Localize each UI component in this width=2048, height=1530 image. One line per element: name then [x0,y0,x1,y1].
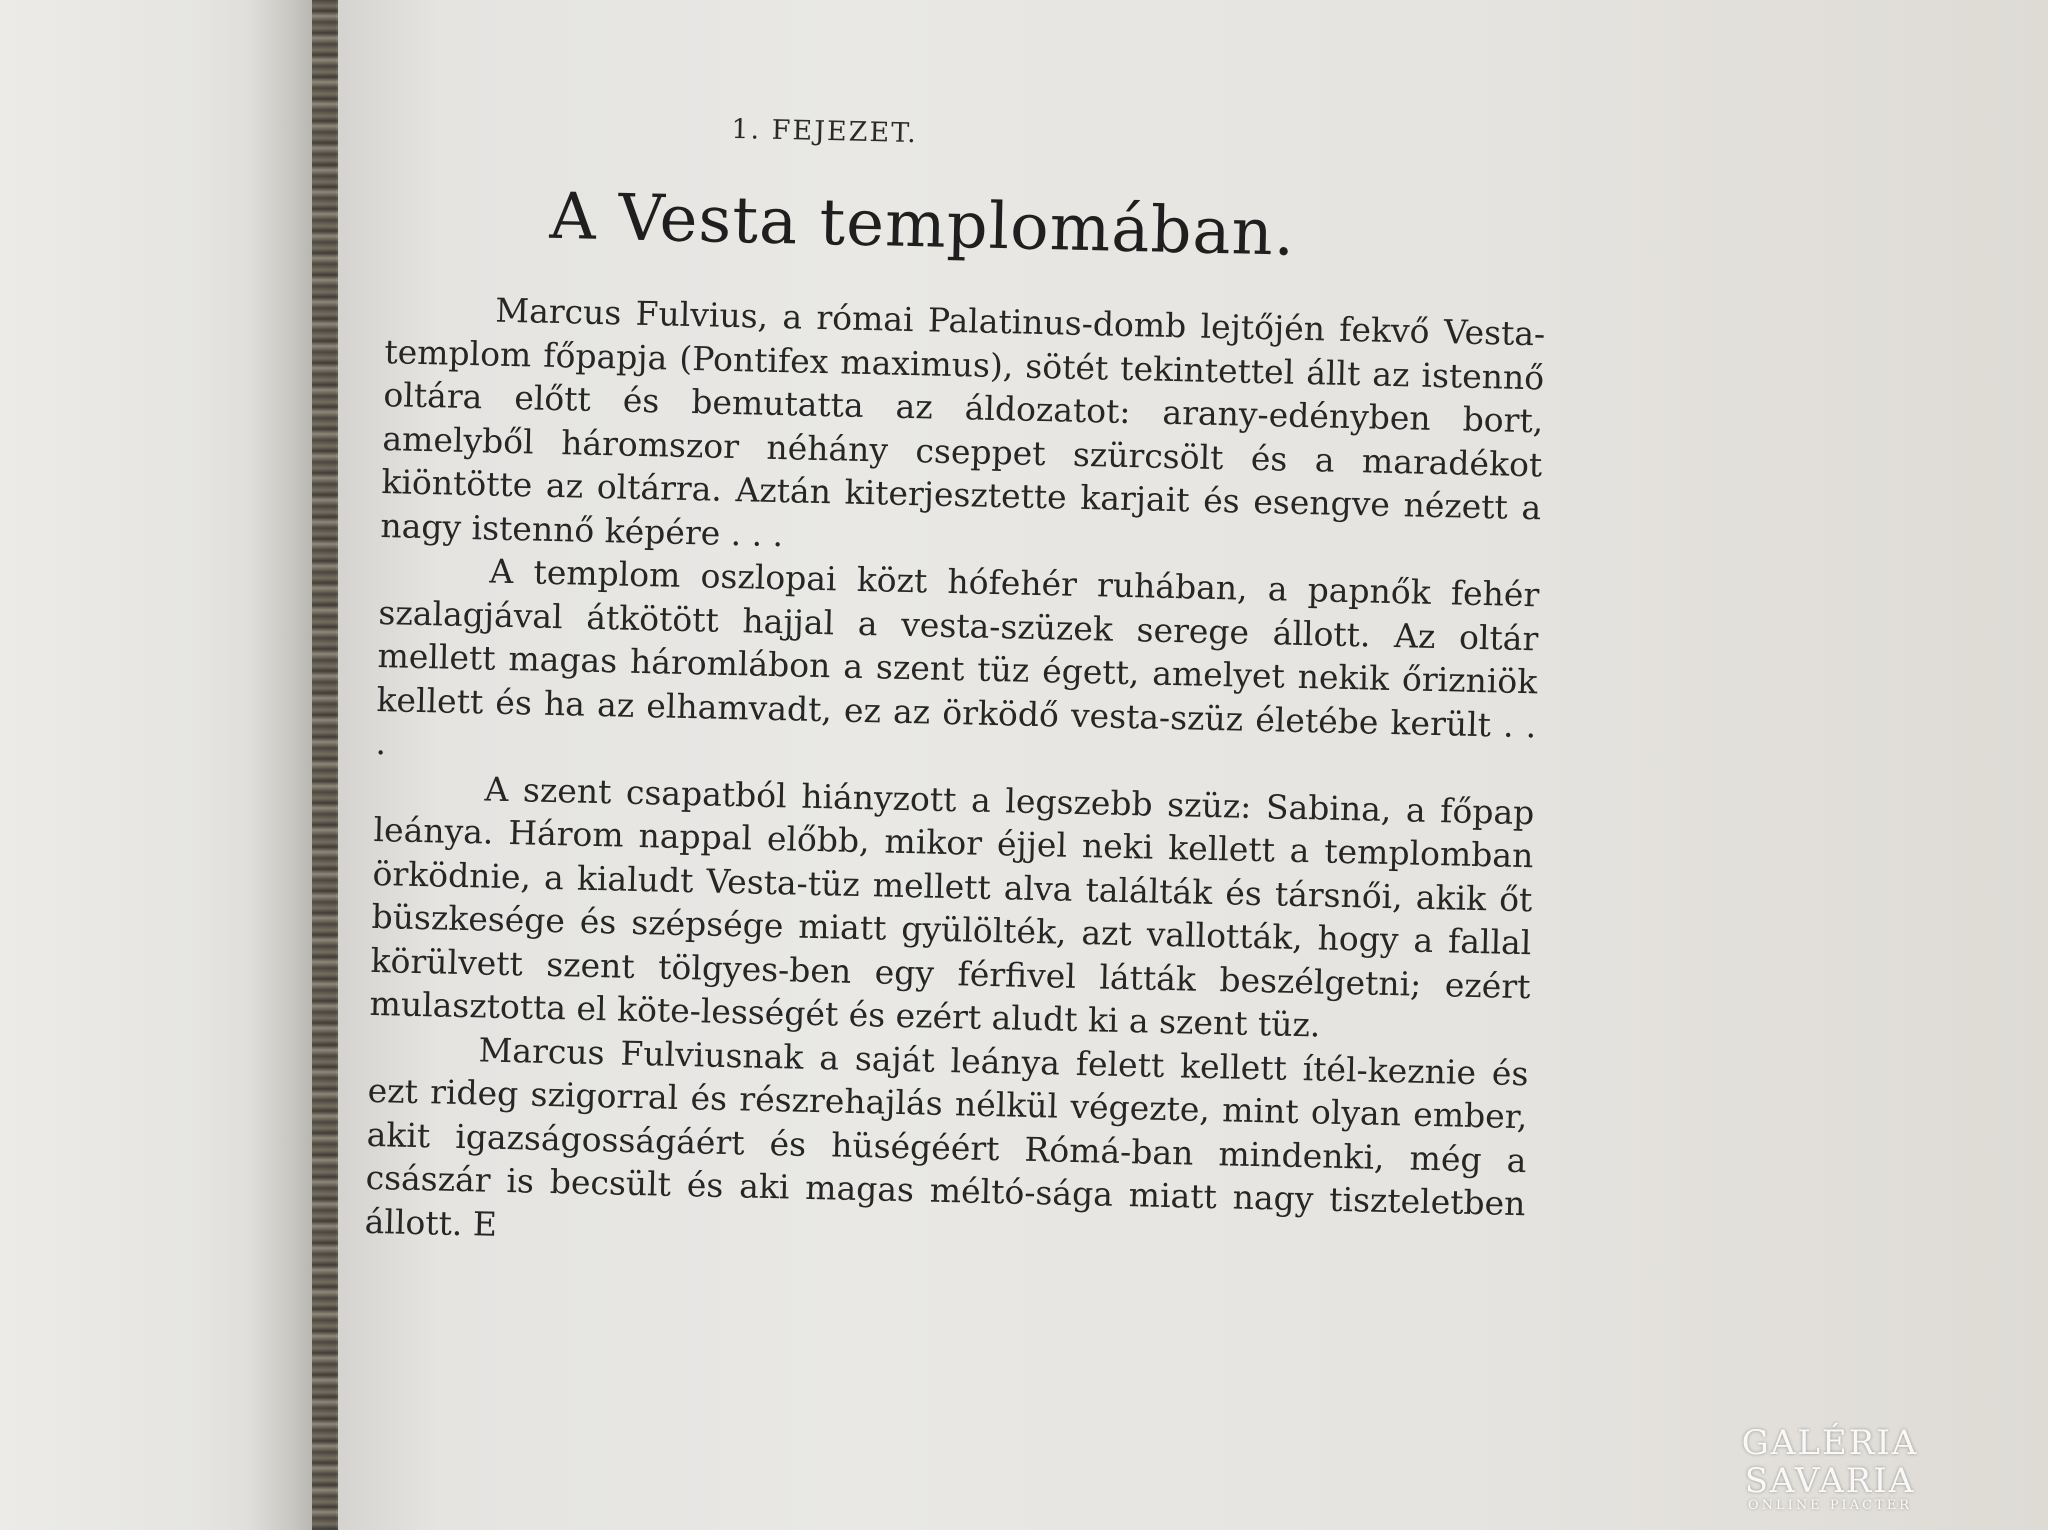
paragraph-3: A szent csapatból hiányzott a legszebb szüz: Sabina, a főpap leánya. Három nappal előbb, mikor éjjel neki kellett a templomban örködnie, a kialudt Vesta-tüz mellett alva találták és társnői, akik őt büszkesége és szépsége miatt gyülölték, azt vallották, hogy a fallal körülvett szent tölgyes-ben egy férfivel látták beszélgetni; ezért mulasztotta el köte-lességét és ezért aludt ki a szent tüz. [369,768,1535,1045]
body-text [364,286,1545,1269]
chapter-title: A Vesta templomában. [548,179,1297,271]
paragraph-4: Marcus Fulviusnak a saját leánya felett kellett ítél-keznie és ezt rideg szigorral és részrehajlás nélkül végezte, mint olyan ember, akit igazságosságáért és hüségéért Rómá-ban mindenki, még a császár is becsült és aki magas méltó-sága miatt nagy tiszteletben állott. E [364,1029,1529,1244]
watermark-logo [1650,1424,2010,1514]
watermark-main: GALÉRIA SAVARIA [1741,1423,1919,1501]
watermark-sub: ONLINE PIACTÉR [1748,1498,1912,1513]
paragraph-1: Marcus Fulvius, a római Palatinus-domb lejtőjén fekvő Vesta-templom főpapja (Pontifex maximus), sötét tekintettel állt az istennő oltára előtt és bemutatta az áldozatot: arany-edényben bort, amelyből háromszor néhány cseppet szürcsölt és a maradékot kiöntötte az oltárra. Aztán kiterjesztette karjait és esengve nézett a nagy istennő képére . . . [380,290,1546,554]
chapter-heading: 1. FEJEZET. [731,113,919,150]
book-binding-edge [312,0,338,1530]
paragraph-2: A templom oszlopai közt hófehér ruhában, a papnők fehér szalagjával átkötött hajjal a vesta-szüzek serege állott. Az oltár mellett magas háromlábon a szent tüz égett, amelyet nekik őrizniök kellett és ha az elhamvadt, ez az örködő vesta-szüz életébe került . . . [375,551,1540,763]
